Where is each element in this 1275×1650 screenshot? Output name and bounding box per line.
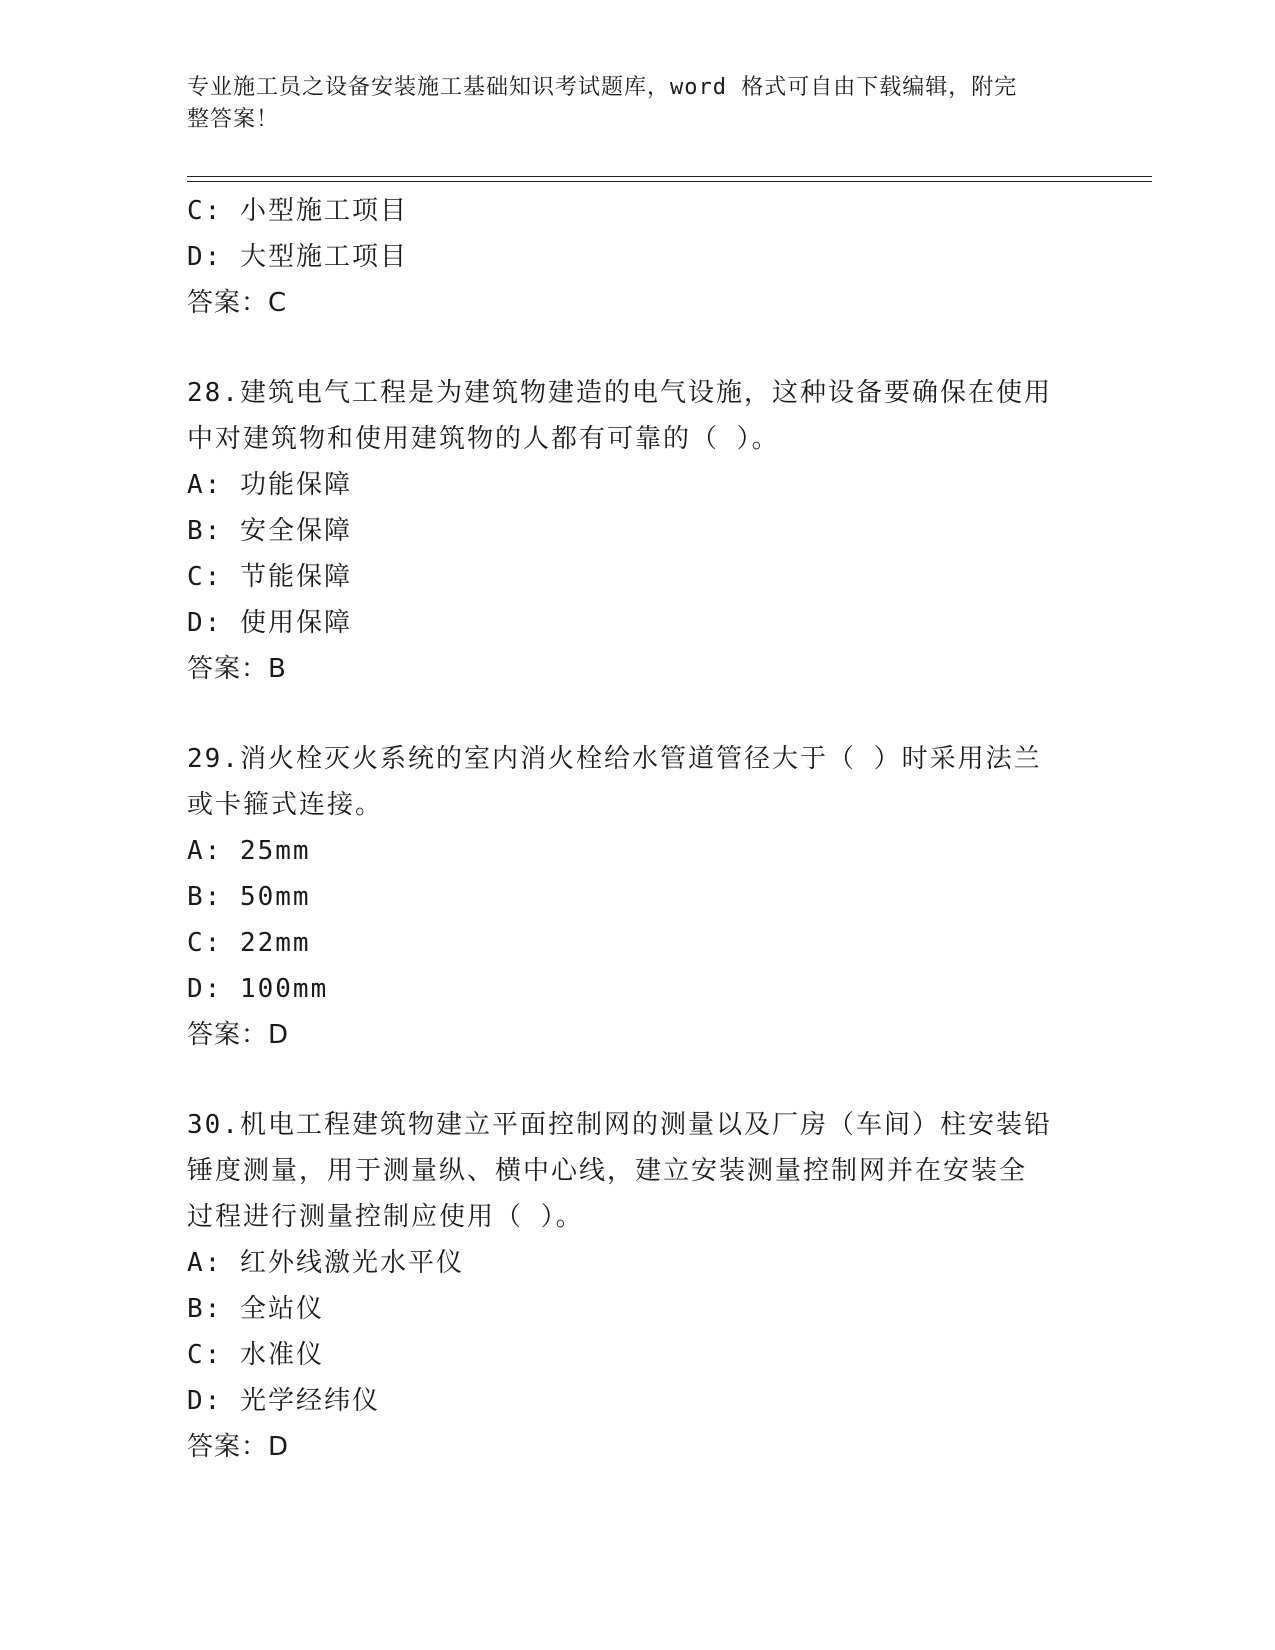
spacer [187,692,1087,736]
document-header [187,72,1067,136]
question-stem-line: 中对建筑物和使用建筑物的人都有可靠的（ ）。 [187,424,780,454]
option-d: D: 使用保障 [187,608,352,638]
option-d: D: 光学经纬仪 [187,1386,380,1416]
answer: 答案：C [187,288,288,318]
question-stem-line: 或卡箍式连接。 [187,790,384,820]
header-divider [187,176,1152,182]
option-c: C: 22mm [187,928,311,958]
option-d: D: 100mm [187,974,329,1004]
option-c: C: 水准仪 [187,1340,324,1370]
spacer [187,326,1087,370]
question-stem-line: 29.消火栓灭火系统的室内消火栓给水管道管径大于（ ）时采用法兰 [187,744,1042,774]
option-c: C: 小型施工项目 [187,196,408,226]
option-d: D: 大型施工项目 [187,242,408,272]
question-list [187,188,1087,1470]
question-stem-line: 30.机电工程建筑物建立平面控制网的测量以及厂房（车间）柱安装铅 [187,1110,1052,1140]
header-line-1: 专业施工员之设备安装施工基础知识考试题库，word 格式可自由下载编辑，附完 [187,75,1018,100]
option-c: C: 节能保障 [187,562,352,592]
answer: 答案：D [187,1432,290,1462]
option-b: B: 安全保障 [187,516,352,546]
spacer [187,1058,1087,1102]
option-a: A: 红外线激光水平仪 [187,1248,464,1278]
answer: 答案：D [187,1020,290,1050]
answer: 答案：B [187,654,287,684]
question-stem-line: 锤度测量，用于测量纵、横中心线，建立安装测量控制网并在安装全 [187,1156,1028,1186]
question-29 [187,736,1087,1058]
question-stem-line: 28.建筑电气工程是为建筑物建造的电气设施，这种设备要确保在使用 [187,378,1052,408]
option-a: A: 功能保障 [187,470,352,500]
option-b: B: 50mm [187,882,311,912]
option-b: B: 全站仪 [187,1294,324,1324]
header-line-2: 整答案！ [187,107,280,132]
question-27 [187,188,1087,326]
option-a: A: 25mm [187,836,311,866]
question-30 [187,1102,1087,1470]
question-28 [187,370,1087,692]
question-stem-line: 过程进行测量控制应使用（ ）。 [187,1202,584,1232]
